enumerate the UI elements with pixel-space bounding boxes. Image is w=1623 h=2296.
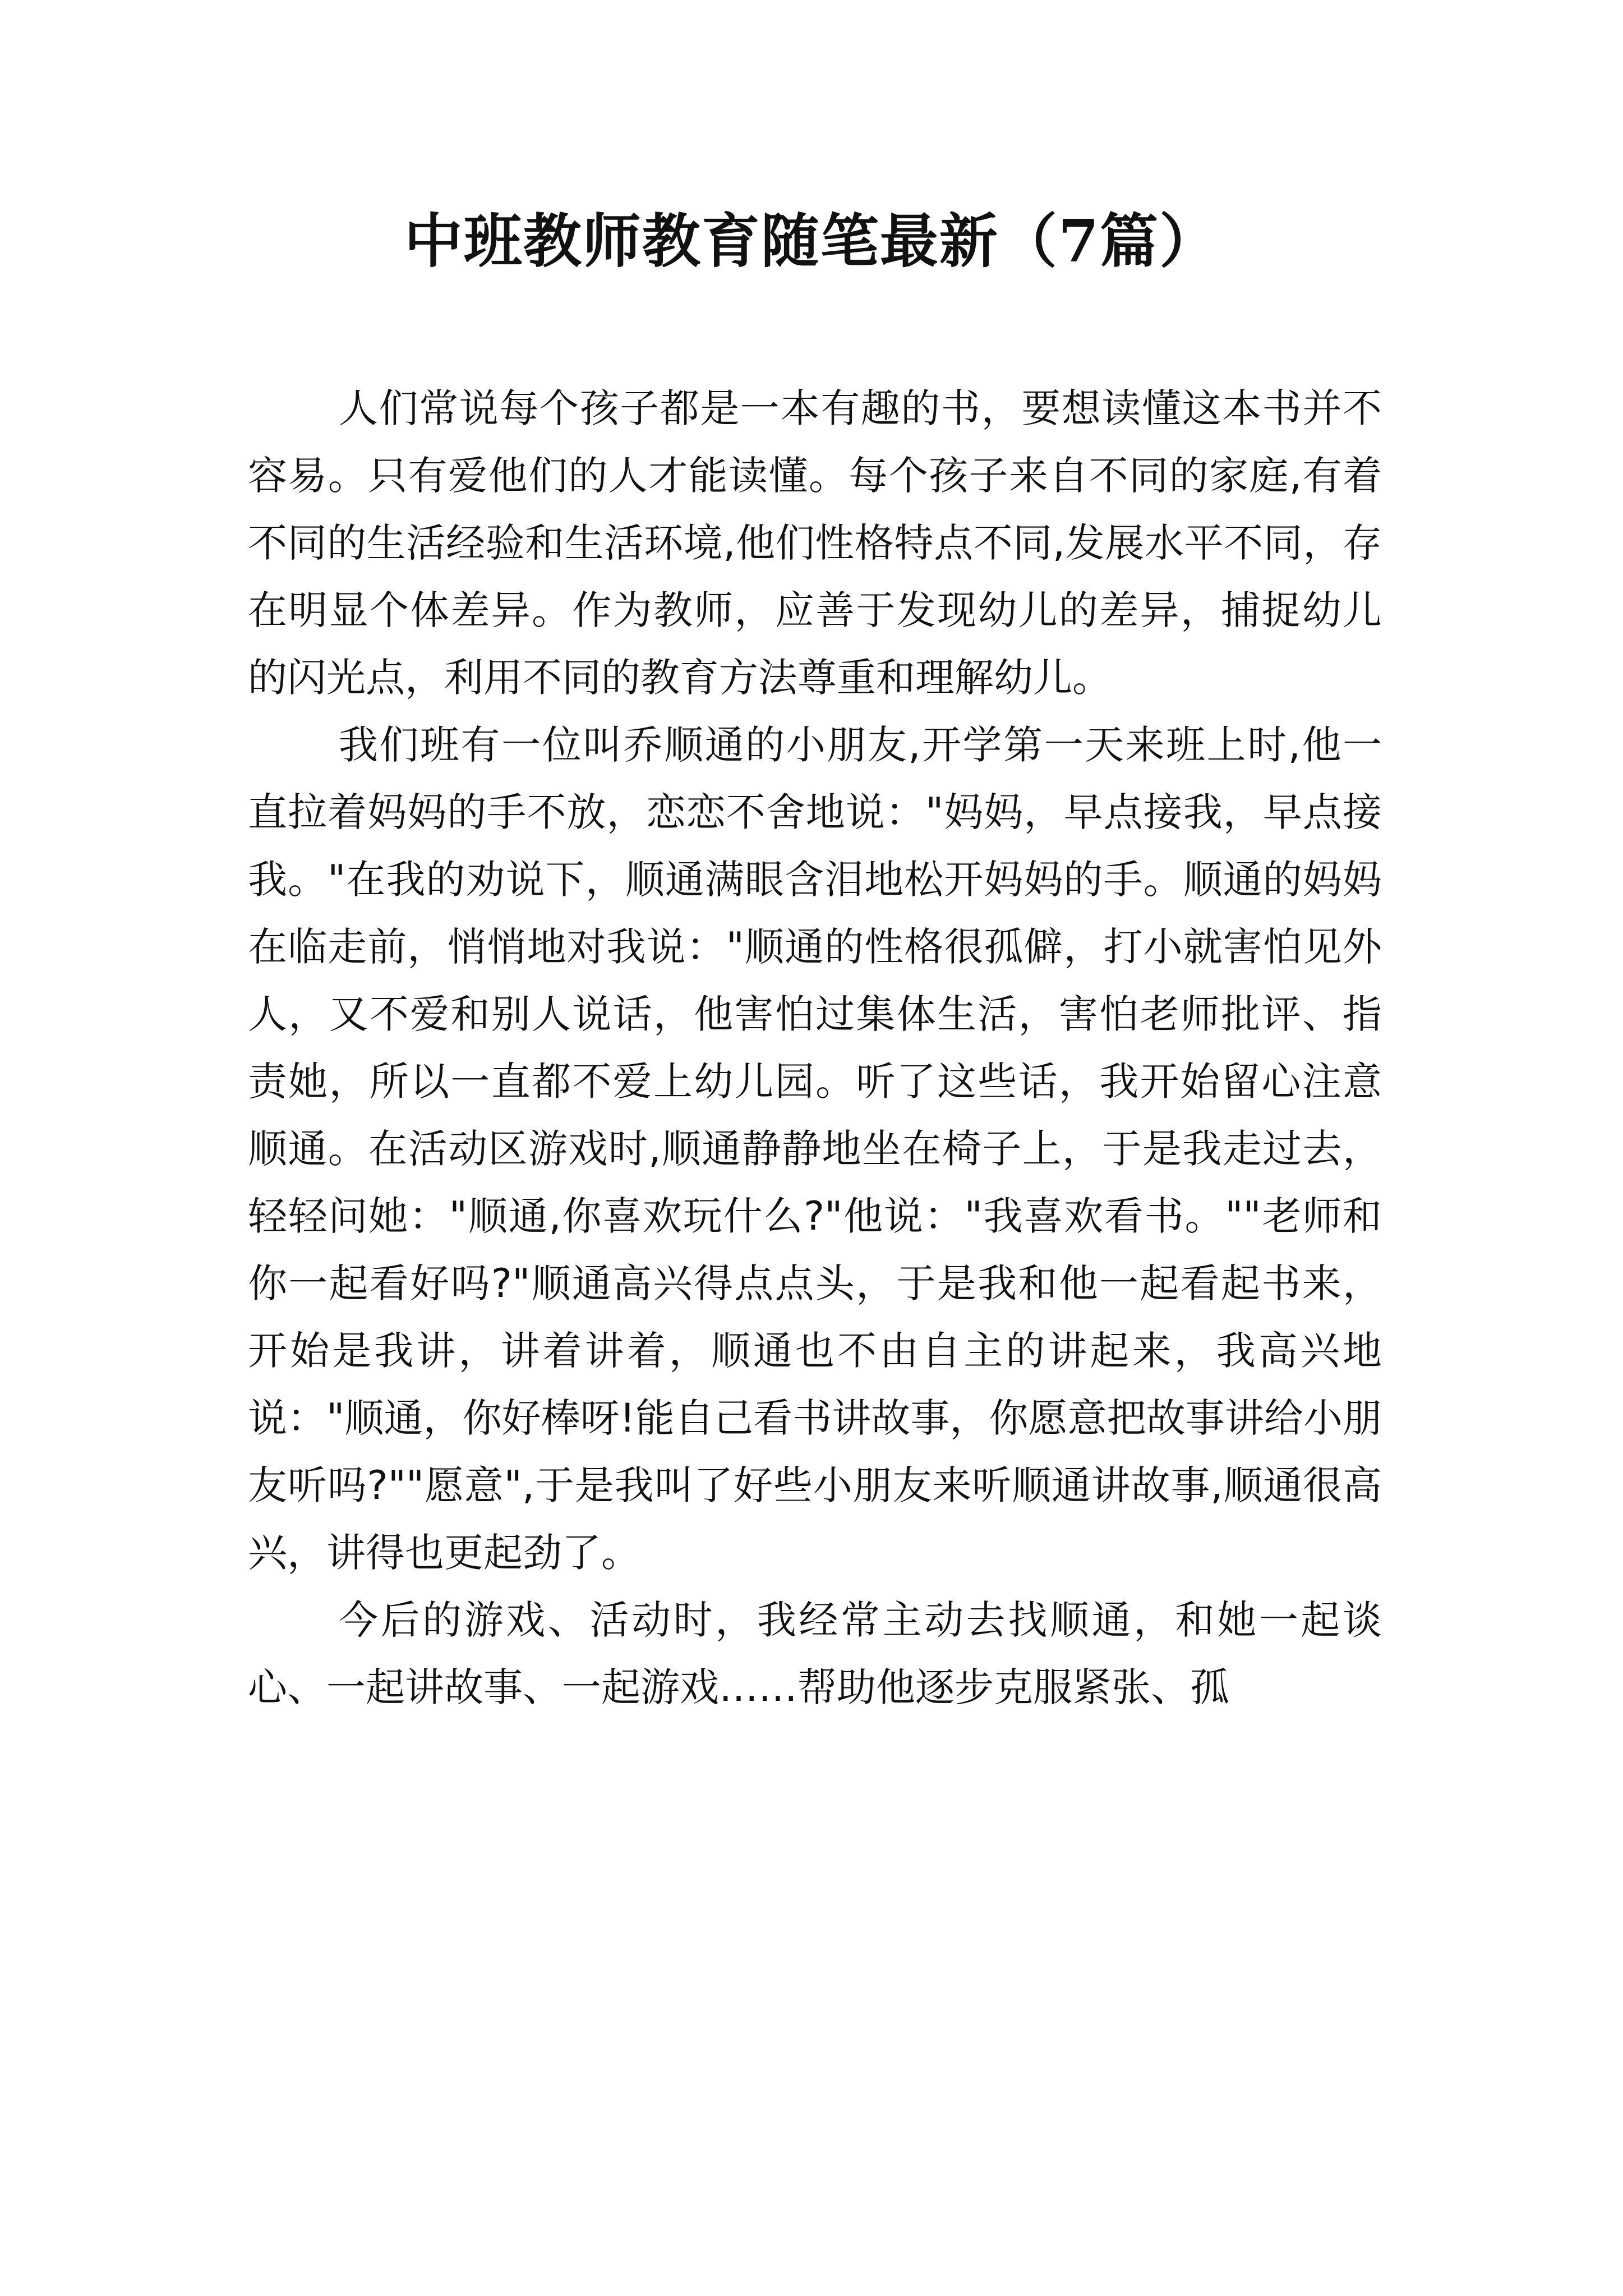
paragraph-2: 我们班有一位叫乔顺通的小朋友,开学第一天来班上时,他一直拉着妈妈的手不放，恋恋不舍地说："妈妈，早点接我，早点接我。"在我的劝说下，顺通满眼含泪地松开妈妈的手。顺通的妈妈在临走前，悄悄地对我说："顺通的性格很孤僻，打小就害怕见外人，又不爱和别人说话，他害怕过集体生活，害怕老师批评、指责她，所以一直都不爱上幼儿园。听了这些话，我开始留心注意顺通。在活动区游戏时,顺通静静地坐在椅子上，于是我走过去，轻轻问她："顺通,你喜欢玩什么?"他说："我喜欢看书。""老师和你一起看好吗?"顺通高兴得点点头，于是我和他一起看起书来，开始是我讲，讲着讲着，顺通也不由自主的讲起来，我高兴地说："顺通，你好棒呀!能自己看书讲故事，你愿意把故事讲给小朋友听吗?""愿意",于是我叫了好些小朋友来听顺通讲故事,顺通很高兴，讲得也更起劲了。 xyxy=(248,722,1382,1576)
paragraph-3: 今后的游戏、活动时，我经常主动去找顺通，和她一起谈心、一起讲故事、一起游戏……帮助他逐步克服紧张、孤 xyxy=(248,1597,1382,1710)
document-title: 中班教师教育随笔最新（7篇） xyxy=(404,206,1219,275)
document-body xyxy=(248,375,1382,1721)
paragraph-1: 人们常说每个孩子都是一本有趣的书，要想读懂这本书并不容易。只有爱他们的人才能读懂。每个孩子来自不同的家庭,有着不同的生活经验和生活环境,他们性格特点不同,发展水平不同，存在明显个体差异。作为教师，应善于发现幼儿的差异，捕捉幼儿的闪光点，利用不同的教育方法尊重和理解幼儿。 xyxy=(248,385,1382,701)
